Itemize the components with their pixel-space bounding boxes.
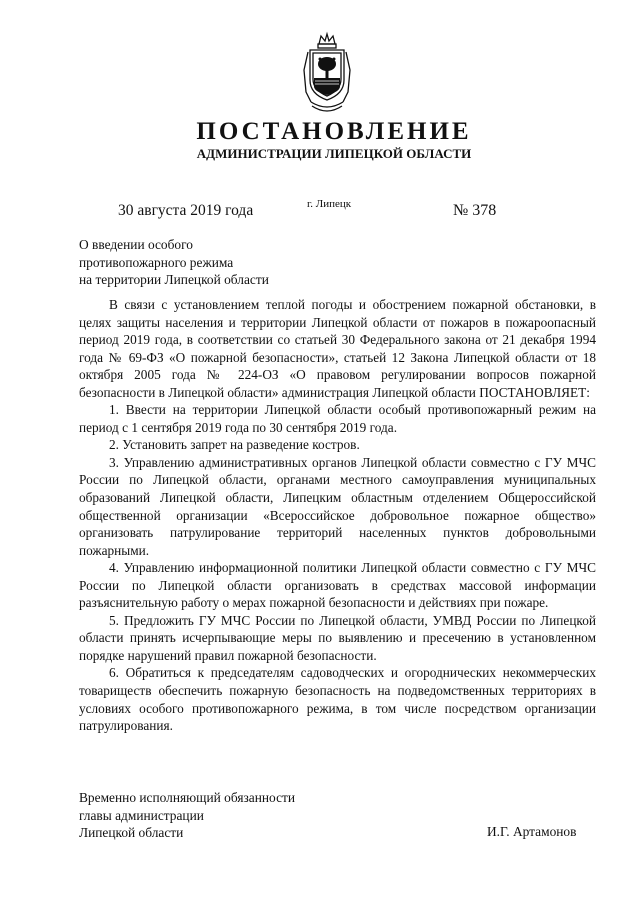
document-subject (79, 236, 269, 289)
document-city: г. Липецк (307, 198, 352, 210)
subject-line: на территории Липецкой области (79, 272, 269, 287)
signatory-line: Липецкой области (79, 825, 184, 840)
clause-paragraph: 5. Предложить ГУ МЧС России по Липецкой области, УМВД России по Липецкой области принять исчерпывающие меры по выявлению и пресечению в установленном порядке нарушений правил пожарной безопасности. (79, 612, 596, 663)
signatory-line: главы администрации (79, 807, 204, 823)
issuing-authority: АДМИНИСТРАЦИИ ЛИПЕЦКОЙ ОБЛАСТИ (196, 146, 472, 161)
coat-of-arms-emblem (303, 30, 351, 116)
subject-line: О введении особого (79, 237, 193, 252)
signatory-position (79, 789, 295, 842)
clause-paragraph: 4. Управлению информационной политики Липецкой области совместно с ГУ МЧС России по Липецкой области организовать в средствах массовой информации разъяснительную работу о мерах пожарной безопасности и действиях при пожаре. (79, 560, 596, 611)
clause-paragraph: 1. Ввести на территории Липецкой области особый противопожарный режим на период с 1 сентября 2019 года по 30 сентября 2019 года. (79, 402, 596, 435)
document-date: 30 августа 2019 года (118, 202, 254, 219)
signatory-line: Временно исполняющий обязанности (79, 790, 296, 805)
clause-paragraph: 2. Установить запрет на разведение костров. (109, 437, 360, 453)
signatory-name: И.Г. Артамонов (487, 824, 577, 839)
clause-paragraph: 3. Управлению административных органов Липецкой области совместно с ГУ МЧС России по Липецкой области, органами местного самоуправления муниципальных образований Липецкой области, Липецким областным отделением Общероссийской общественной организации «Всероссийское добровольное пожарное общество» организовать патрулирование территорий населенных пунктов добровольными пожарными. (79, 454, 596, 558)
clause-paragraph: 6. Обратиться к председателям садоводческих и огороднических некоммерческих товариществ обеспечить пожарную безопасность на подведомственных территориях в условиях особого противопожарного режима, в том числе посредством организации патрулирования. (79, 665, 596, 734)
document-number: № 378 (453, 202, 497, 219)
document-title: ПОСТАНОВЛЕНИЕ (196, 118, 472, 145)
preamble-paragraph: В связи с установлением теплой погоды и обострением пожарной обстановки, в целях защиты населения и территории Липецкой области от пожаров в пожароопасный период 2019 года, в соответствии со статьей 30 Федерального закона от 21 декабря 1994 года № 69-ФЗ «О пожарной безопасности», статьей 12 Закона Липецкой области от 18 октября 2005 года № 224-ОЗ «О правовом регулировании вопросов пожарной безопасности в Липецкой области» администрация Липецкой области ПОСТАНОВЛЯЕТ: (79, 297, 596, 400)
subject-line: противопожарного режима (79, 254, 234, 270)
document-body (79, 296, 596, 735)
